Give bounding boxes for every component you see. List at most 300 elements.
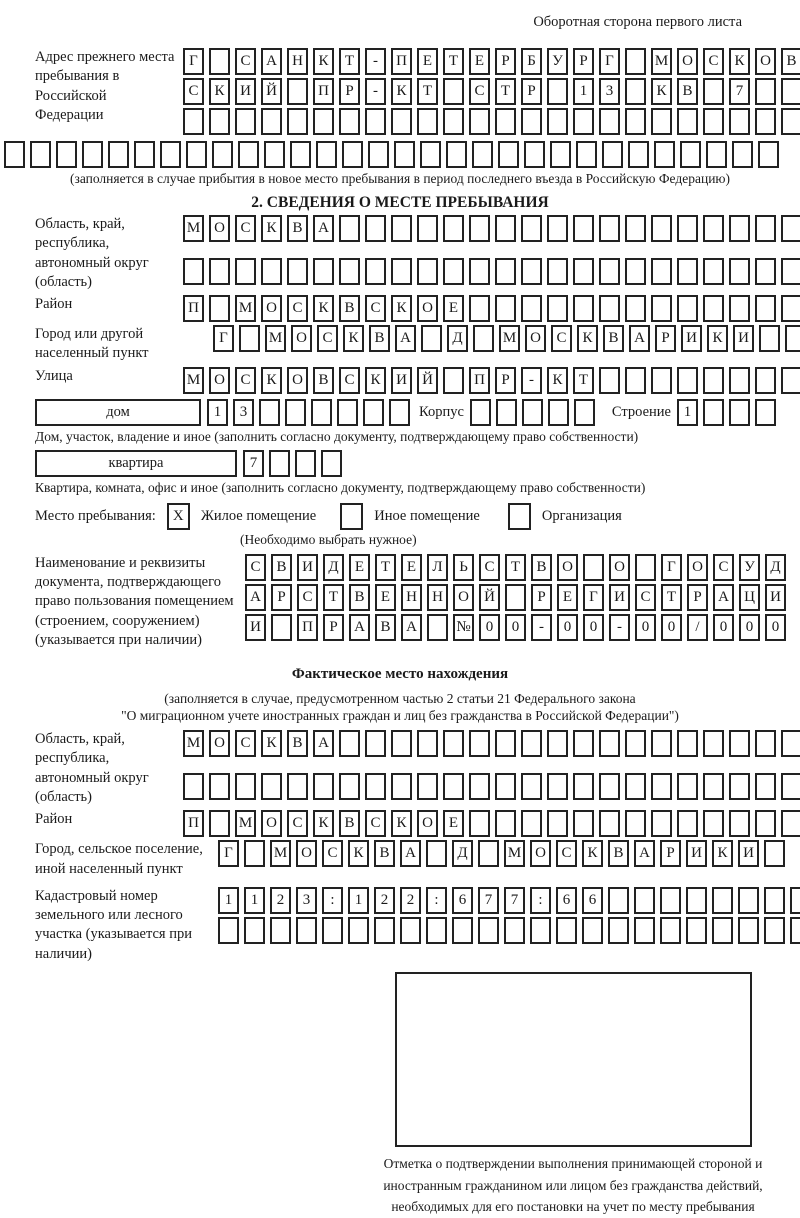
char-cell [391, 258, 412, 285]
char-cell [316, 141, 337, 168]
char-cell [209, 810, 230, 837]
char-cell [469, 773, 490, 800]
char-cell [521, 810, 542, 837]
char-cell [365, 773, 386, 800]
char-cell: К [391, 810, 412, 837]
char-cell [712, 917, 733, 944]
char-cell: Й [261, 78, 282, 105]
char-cell [686, 917, 707, 944]
char-cell: Н [287, 48, 308, 75]
char-cell [686, 887, 707, 914]
char-cell [365, 730, 386, 757]
prev-address-block [0, 48, 800, 138]
char-cell [417, 773, 438, 800]
char-cell: 6 [452, 887, 473, 914]
char-cell: Д [765, 554, 786, 581]
char-cell: А [634, 840, 655, 867]
char-cells-row [183, 730, 800, 757]
char-cell: С [339, 367, 360, 394]
char-cell: Ь [453, 554, 474, 581]
char-cell: С [245, 554, 266, 581]
char-cell [599, 215, 620, 242]
char-cell [677, 215, 698, 242]
char-cell: 0 [635, 614, 656, 641]
city-block [0, 325, 800, 364]
char-cell [446, 141, 467, 168]
char-cell [389, 399, 410, 426]
char-cell: И [609, 584, 630, 611]
char-cell: Е [443, 810, 464, 837]
char-cell: - [365, 48, 386, 75]
char-cell: К [582, 840, 603, 867]
char-cell: С [317, 325, 338, 352]
char-cell [469, 730, 490, 757]
char-cell: - [609, 614, 630, 641]
char-cell [703, 295, 724, 322]
char-cell [443, 367, 464, 394]
char-cell [235, 773, 256, 800]
char-cell: Е [469, 48, 490, 75]
char-cell [295, 450, 316, 477]
char-cell: У [739, 554, 760, 581]
char-cell [547, 108, 568, 135]
char-cell: О [677, 48, 698, 75]
char-cell: 6 [556, 887, 577, 914]
char-cell [530, 917, 551, 944]
stroenie-label: Строение [611, 403, 671, 420]
stay-option-residential-label: Жилое помещение [200, 507, 317, 524]
char-cell [781, 773, 800, 800]
char-cell [764, 840, 785, 867]
actual-city-label: Город, сельское поселение, иной населенный пункт [35, 841, 203, 877]
char-cell [521, 773, 542, 800]
char-cell [417, 215, 438, 242]
confirmation-stamp-box [395, 972, 752, 1147]
char-cells-row [183, 773, 800, 800]
stay-type-label: Место пребывания: [35, 507, 156, 524]
confirmation-stamp-caption: Отметка о подтверждении выполнения принимающей стороной и иностранным гражданином или лицом без гражданства действий, необходимых для его постановки на учет по месту пребывания [383, 1155, 763, 1215]
char-cell [290, 141, 311, 168]
char-cell: И [391, 367, 412, 394]
char-cell [264, 141, 285, 168]
char-cell [235, 108, 256, 135]
char-cell [608, 887, 629, 914]
char-cell [391, 730, 412, 757]
char-cell: К [729, 48, 750, 75]
char-cell [677, 108, 698, 135]
char-cell: М [265, 325, 286, 352]
char-cell [755, 295, 776, 322]
korpus-label: Корпус [419, 403, 464, 420]
char-cell: Г [583, 584, 604, 611]
char-cell: Т [375, 554, 396, 581]
char-cell [729, 810, 750, 837]
actual-region-rows [183, 730, 800, 800]
char-cell: А [261, 48, 282, 75]
char-cell [547, 810, 568, 837]
char-cell: В [531, 554, 552, 581]
char-cell [313, 108, 334, 135]
char-cell [521, 215, 542, 242]
char-cell: С [365, 810, 386, 837]
char-cell: 1 [348, 887, 369, 914]
char-cells-row [183, 48, 800, 75]
char-cells-row [183, 810, 800, 837]
char-cell: В [781, 48, 800, 75]
char-cell [677, 810, 698, 837]
char-cell [521, 108, 542, 135]
char-cell [759, 325, 780, 352]
actual-region-label: Область, край, республика, автономный округ (область) [35, 731, 149, 805]
char-cell: 2 [400, 887, 421, 914]
char-cell: - [365, 78, 386, 105]
char-cell [703, 78, 724, 105]
char-cell [244, 917, 265, 944]
char-cell [625, 258, 646, 285]
char-cells-row [213, 325, 800, 352]
char-cell: О [209, 730, 230, 757]
actual-location-note-2: "О миграционном учете иностранных граждан и лиц без гражданства в Российской Федерации") [121, 708, 679, 724]
char-cell: Т [417, 78, 438, 105]
checkbox-residential: X [167, 503, 190, 530]
char-cell [365, 258, 386, 285]
char-cell [427, 614, 448, 641]
char-cell: К [577, 325, 598, 352]
char-cell: М [183, 215, 204, 242]
char-cell [599, 108, 620, 135]
char-cell: Т [495, 78, 516, 105]
char-cell: К [348, 840, 369, 867]
char-cell: Г [599, 48, 620, 75]
char-cell [495, 108, 516, 135]
char-cell: П [183, 295, 204, 322]
char-cell: О [209, 215, 230, 242]
char-cell [755, 258, 776, 285]
char-cell [348, 917, 369, 944]
char-cell [478, 840, 499, 867]
char-cell: Т [443, 48, 464, 75]
char-cell: Н [427, 584, 448, 611]
char-cell [339, 108, 360, 135]
char-cell [547, 730, 568, 757]
char-cell: В [349, 584, 370, 611]
char-cell: В [677, 78, 698, 105]
char-cell [496, 399, 517, 426]
char-cell [634, 917, 655, 944]
char-cell: О [417, 810, 438, 837]
char-cell [781, 78, 800, 105]
char-cell [625, 773, 646, 800]
char-cell [634, 887, 655, 914]
char-cell: В [271, 554, 292, 581]
char-cell: М [183, 367, 204, 394]
char-cell: О [609, 554, 630, 581]
char-cell [550, 141, 571, 168]
region-rows [183, 215, 800, 285]
char-cell: О [755, 48, 776, 75]
char-cell [625, 810, 646, 837]
char-cell [261, 258, 282, 285]
char-cell: Л [427, 554, 448, 581]
char-cell [339, 215, 360, 242]
char-cells-row [183, 215, 800, 242]
char-cell [337, 399, 358, 426]
char-cell: С [235, 215, 256, 242]
char-cell: Д [323, 554, 344, 581]
char-cell: Р [323, 614, 344, 641]
char-cell [183, 258, 204, 285]
stay-option-other-label: Иное помещение [374, 507, 480, 524]
apartment-line [0, 450, 800, 477]
char-cell: А [313, 730, 334, 757]
char-cell [602, 141, 623, 168]
char-cell: П [469, 367, 490, 394]
prev-address-note: (заполняется в случае прибытия в новое место пребывания в период последнего въезда в Российскую Федерацию) [69, 171, 731, 186]
char-cell: В [603, 325, 624, 352]
char-cell [321, 450, 342, 477]
char-cell [755, 810, 776, 837]
actual-district-block [0, 810, 800, 837]
char-cell [738, 887, 759, 914]
char-cell [417, 108, 438, 135]
house-type-box: дом [35, 399, 201, 426]
char-cell: С [297, 584, 318, 611]
char-cell [400, 917, 421, 944]
char-cell: О [557, 554, 578, 581]
char-cell: И [738, 840, 759, 867]
char-cell: С [703, 48, 724, 75]
char-cell [183, 108, 204, 135]
char-cell: К [651, 78, 672, 105]
char-cell [755, 215, 776, 242]
char-cell: К [313, 48, 334, 75]
char-cell [498, 141, 519, 168]
char-cell [287, 773, 308, 800]
char-cell: А [401, 614, 422, 641]
char-cell: Й [417, 367, 438, 394]
char-cell [443, 773, 464, 800]
stay-type-row [0, 503, 800, 530]
char-cell: Р [573, 48, 594, 75]
char-cell [781, 258, 800, 285]
char-cell: В [313, 367, 334, 394]
char-cell [703, 773, 724, 800]
char-cell [426, 840, 447, 867]
char-cell [660, 917, 681, 944]
char-cell [573, 730, 594, 757]
char-cell: С [322, 840, 343, 867]
char-cell [781, 108, 800, 135]
char-cell: С [365, 295, 386, 322]
char-cell: : [322, 887, 343, 914]
char-cell [239, 325, 260, 352]
char-cell [547, 78, 568, 105]
char-cell [209, 258, 230, 285]
char-cell: В [339, 810, 360, 837]
char-cell [160, 141, 181, 168]
char-cell [368, 141, 389, 168]
char-cell [134, 141, 155, 168]
char-cell [311, 399, 332, 426]
char-cell: В [369, 325, 390, 352]
char-cell: А [629, 325, 650, 352]
char-cell [677, 367, 698, 394]
char-cell [443, 78, 464, 105]
char-cell [443, 215, 464, 242]
char-cell [495, 730, 516, 757]
page-header-note: Оборотная сторона первого листа [533, 14, 742, 30]
char-cell [703, 730, 724, 757]
char-cell: 1 [244, 887, 265, 914]
district-label: Район [35, 296, 73, 313]
char-cell [729, 773, 750, 800]
char-cell: Г [183, 48, 204, 75]
cadastral-rows [218, 887, 800, 947]
char-cell [582, 917, 603, 944]
char-cell: Т [339, 48, 360, 75]
char-cell [470, 399, 491, 426]
char-cell [469, 258, 490, 285]
char-cell: К [261, 730, 282, 757]
char-cell [651, 367, 672, 394]
char-cells-row [218, 917, 800, 944]
char-cell [625, 108, 646, 135]
char-cell [660, 887, 681, 914]
char-cell [472, 141, 493, 168]
char-cell: Е [375, 584, 396, 611]
char-cell: И [297, 554, 318, 581]
char-cell [755, 730, 776, 757]
char-cell: Т [323, 584, 344, 611]
char-cell [287, 78, 308, 105]
char-cell: С [183, 78, 204, 105]
char-cell [391, 773, 412, 800]
char-cell: / [687, 614, 708, 641]
char-cell: О [296, 840, 317, 867]
char-cell [703, 258, 724, 285]
char-cell: А [395, 325, 416, 352]
char-cell: И [686, 840, 707, 867]
char-cell: Р [495, 367, 516, 394]
char-cell: А [349, 614, 370, 641]
char-cell: К [391, 78, 412, 105]
char-cell: : [426, 887, 447, 914]
char-cell [574, 399, 595, 426]
char-cells-row [183, 295, 800, 322]
char-cell: Е [417, 48, 438, 75]
char-cell: М [235, 295, 256, 322]
char-cells-row [218, 887, 800, 914]
char-cell: 0 [479, 614, 500, 641]
char-cell [547, 258, 568, 285]
char-cell: П [313, 78, 334, 105]
char-cell: 0 [765, 614, 786, 641]
korpus-cells [470, 399, 600, 426]
char-cell [573, 108, 594, 135]
char-cell: П [183, 810, 204, 837]
char-cell [313, 258, 334, 285]
char-cell: П [297, 614, 318, 641]
char-cells-row [218, 840, 790, 867]
char-cell [391, 108, 412, 135]
char-cell: К [343, 325, 364, 352]
char-cell [599, 367, 620, 394]
char-cell [599, 810, 620, 837]
char-cell: Р [660, 840, 681, 867]
char-cell: Т [505, 554, 526, 581]
char-cell: Т [661, 584, 682, 611]
char-cell [547, 773, 568, 800]
region-label: Область, край, республика, автономный округ (область) [35, 216, 149, 290]
char-cell: С [713, 554, 734, 581]
char-cell [209, 108, 230, 135]
char-cell: К [547, 367, 568, 394]
char-cell: И [765, 584, 786, 611]
char-cell: О [530, 840, 551, 867]
char-cell [729, 367, 750, 394]
char-cell: С [635, 584, 656, 611]
char-cell [495, 258, 516, 285]
char-cell [651, 295, 672, 322]
char-cell: О [287, 367, 308, 394]
char-cell: М [499, 325, 520, 352]
char-cell: М [270, 840, 291, 867]
char-cell [677, 295, 698, 322]
char-cell [495, 295, 516, 322]
char-cell [235, 258, 256, 285]
char-cell [209, 773, 230, 800]
char-cell [625, 215, 646, 242]
char-cell: Г [213, 325, 234, 352]
char-cell [4, 141, 25, 168]
char-cell [495, 773, 516, 800]
char-cell: С [287, 810, 308, 837]
char-cell [30, 141, 51, 168]
char-cell: Р [521, 78, 542, 105]
char-cells-row [245, 584, 791, 611]
char-cell [651, 258, 672, 285]
char-cell: И [733, 325, 754, 352]
char-cell [651, 730, 672, 757]
char-cell [478, 917, 499, 944]
char-cell: О [261, 810, 282, 837]
char-cell: 0 [661, 614, 682, 641]
char-cell [729, 730, 750, 757]
char-cell: В [339, 295, 360, 322]
char-cell [573, 215, 594, 242]
checkbox-organization [508, 503, 531, 530]
char-cell: 0 [713, 614, 734, 641]
char-cell [625, 730, 646, 757]
char-cell: 7 [504, 887, 525, 914]
char-cell [339, 730, 360, 757]
char-cell: Т [573, 367, 594, 394]
char-cell: 2 [374, 887, 395, 914]
char-cell: О [261, 295, 282, 322]
char-cell: О [417, 295, 438, 322]
char-cell [703, 367, 724, 394]
char-cell [417, 258, 438, 285]
char-cell: О [291, 325, 312, 352]
char-cell [285, 399, 306, 426]
char-cell [420, 141, 441, 168]
char-cell: 3 [296, 887, 317, 914]
char-cell [374, 917, 395, 944]
char-cell: Ц [739, 584, 760, 611]
char-cell [469, 215, 490, 242]
actual-district-label: Район [35, 811, 73, 828]
char-cell: Д [447, 325, 468, 352]
